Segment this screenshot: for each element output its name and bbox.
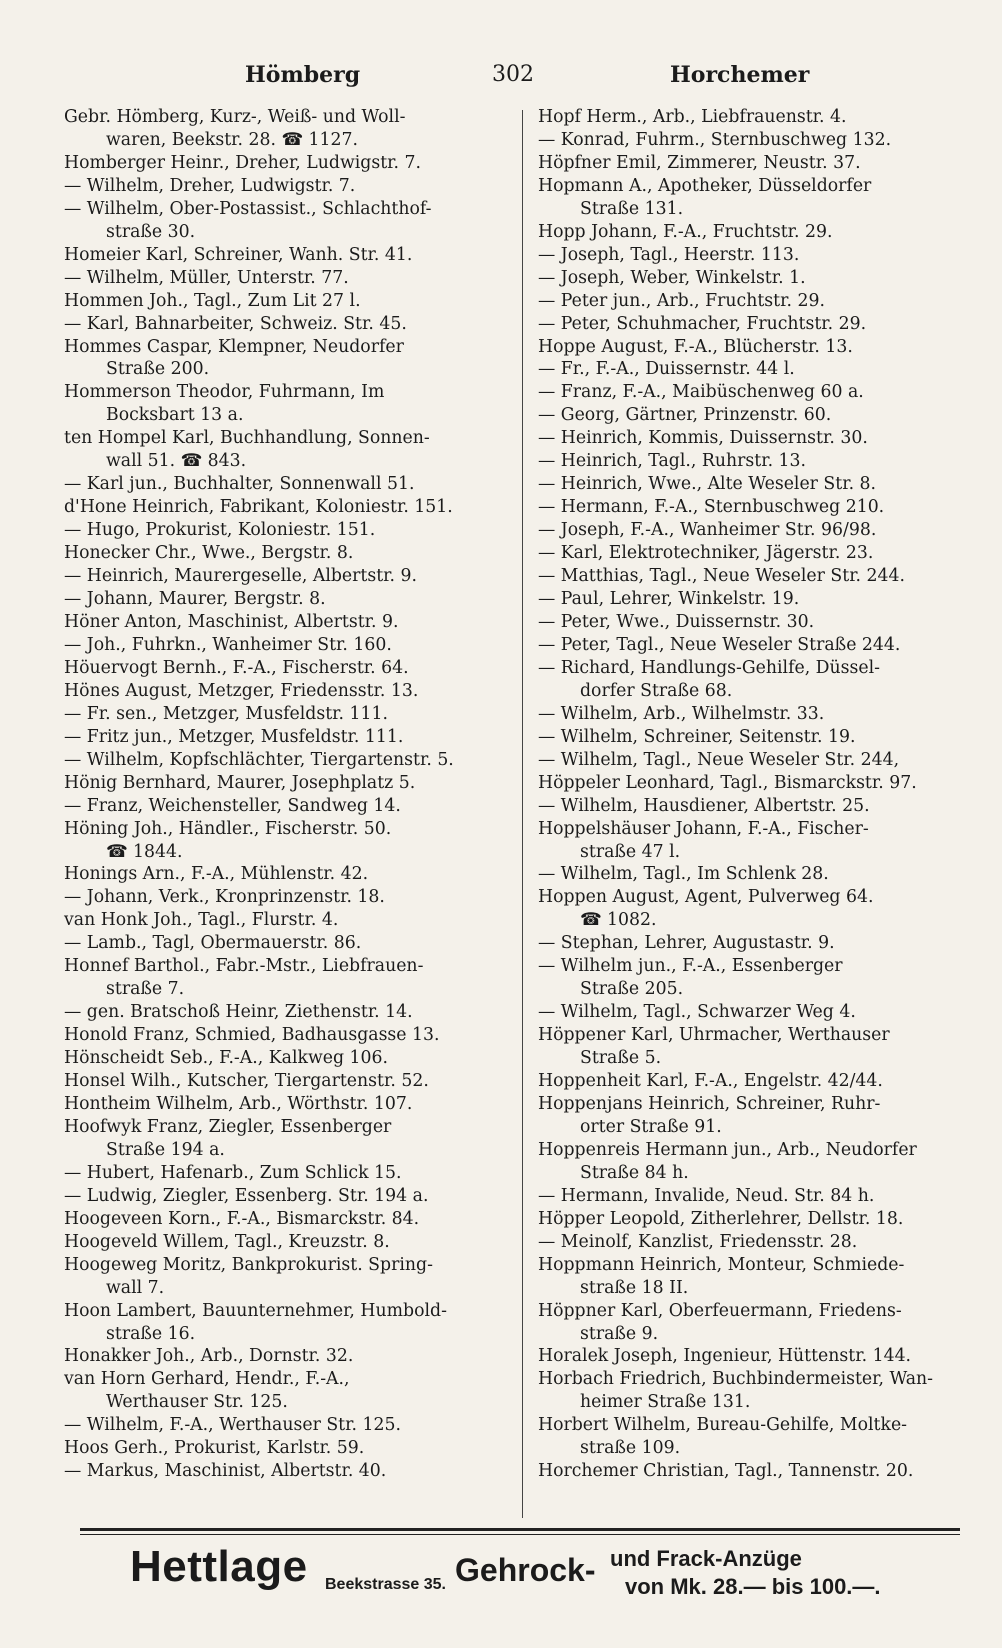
entry-continuation: Straße 5. xyxy=(580,1048,662,1069)
directory-entry xyxy=(538,152,963,175)
directory-entry xyxy=(64,1460,519,1483)
entry-line: — Peter, Tagl., Neue Weseler Straße 244. xyxy=(538,634,901,655)
entry-line: Höppner Karl, Oberfeuermann, Friedens- xyxy=(538,1300,902,1321)
entry-line: — Joseph, Tagl., Heerstr. 113. xyxy=(538,244,800,265)
entry-line: — Konrad, Fuhrm., Sternbuschweg 132. xyxy=(538,129,892,150)
entry-line: — Wilhelm, Müller, Unterstr. 77. xyxy=(64,267,349,288)
entry-line: Hommes Caspar, Klempner, Neudorfer xyxy=(64,336,404,357)
entry-line: — Karl jun., Buchhalter, Sonnenwall 51. xyxy=(64,474,415,495)
entry-line: Hönes August, Metzger, Friedensstr. 13. xyxy=(64,680,419,701)
entry-line: — Markus, Maschinist, Albertstr. 40. xyxy=(64,1461,387,1482)
entry-continuation: Straße 205. xyxy=(580,979,684,1000)
entry-line: Hoon Lambert, Bauunternehmer, Humbold- xyxy=(64,1300,447,1321)
directory-entry xyxy=(538,634,963,657)
entry-line: — Georg, Gärtner, Prinzenstr. 60. xyxy=(538,405,832,426)
running-head-right: Horchemer xyxy=(670,62,810,88)
entry-line: — Lamb., Tagl, Obermauerstr. 86. xyxy=(64,933,362,954)
directory-entry xyxy=(538,1368,963,1414)
entry-line: Hopp Johann, F.-A., Fruchtstr. 29. xyxy=(538,221,833,242)
directory-entry xyxy=(538,358,963,381)
directory-entry xyxy=(538,1345,963,1368)
entry-continuation: wall 51. ☎ 843. xyxy=(106,451,247,472)
column-divider xyxy=(522,110,523,1518)
entry-line: — Wilhelm, Hausdiener, Albertstr. 25. xyxy=(538,795,870,816)
entry-continuation: straße 47 l. xyxy=(580,841,681,862)
entry-continuation: straße 9. xyxy=(580,1323,659,1344)
directory-entry xyxy=(64,244,519,267)
entry-line: van Honk Joh., Tagl., Flurstr. 4. xyxy=(64,910,339,931)
directory-entry xyxy=(64,634,519,657)
entry-line: Hoogeveen Korn., F.-A., Bismarckstr. 84. xyxy=(64,1208,420,1229)
entry-line: Hoppmann Heinrich, Monteur, Schmiede- xyxy=(538,1254,905,1275)
directory-entry xyxy=(64,1116,519,1162)
entry-line: Horbert Wilhelm, Bureau-Gehilfe, Moltke- xyxy=(538,1415,908,1436)
directory-entry xyxy=(64,1300,519,1346)
directory-entry xyxy=(538,1070,963,1093)
entry-line: — Franz, Weichensteller, Sandweg 14. xyxy=(64,795,401,816)
entry-line: — Johann, Verk., Kronprinzenstr. 18. xyxy=(64,887,385,908)
entry-line: Höpper Leopold, Zitherlehrer, Dellstr. 18. xyxy=(538,1208,904,1229)
directory-entry xyxy=(538,244,963,267)
entry-line: Hoofwyk Franz, Ziegler, Essenberger xyxy=(64,1116,392,1137)
directory-entry xyxy=(64,267,519,290)
entry-line: — Peter jun., Arb., Fruchtstr. 29. xyxy=(538,290,825,311)
directory-entry xyxy=(64,818,519,864)
directory-entry xyxy=(538,565,963,588)
entry-line: — Hugo, Prokurist, Koloniestr. 151. xyxy=(64,520,376,541)
entry-line: — Heinrich, Wwe., Alte Weseler Str. 8. xyxy=(538,474,877,495)
entry-line: van Horn Gerhard, Hendr., F.-A., xyxy=(64,1369,350,1390)
directory-entry xyxy=(538,1460,963,1483)
ad-detail-line1: und Frack-Anzüge xyxy=(610,1546,802,1571)
entry-line: — Peter, Schuhmacher, Fruchtstr. 29. xyxy=(538,313,867,334)
entry-line: Hommen Joh., Tagl., Zum Lit 27 l. xyxy=(64,290,361,311)
entry-line: — Ludwig, Ziegler, Essenberg. Str. 194 a. xyxy=(64,1185,429,1206)
directory-entry xyxy=(538,473,963,496)
entry-line: Hoos Gerh., Prokurist, Karlstr. 59. xyxy=(64,1438,365,1459)
entry-line: — Fritz jun., Metzger, Musfeldstr. 111. xyxy=(64,726,404,747)
entry-line: Hontheim Wilhelm, Arb., Wörthstr. 107. xyxy=(64,1093,413,1114)
directory-entry xyxy=(64,427,519,473)
directory-entry xyxy=(64,1162,519,1185)
directory-entry xyxy=(538,772,963,795)
directory-entry xyxy=(538,542,963,565)
entry-line: — Heinrich, Maurergeselle, Albertstr. 9. xyxy=(64,566,417,587)
directory-entry xyxy=(538,404,963,427)
entry-line: Hoppenreis Hermann jun., Arb., Neudorfer xyxy=(538,1139,917,1160)
directory-entry xyxy=(538,1139,963,1185)
directory-entry xyxy=(64,726,519,749)
directory-entry xyxy=(538,1231,963,1254)
directory-entry xyxy=(64,152,519,175)
directory-entry xyxy=(538,932,963,955)
entry-line: — Wilhelm, Tagl., Schwarzer Weg 4. xyxy=(538,1002,856,1023)
directory-entry xyxy=(64,106,519,152)
entry-continuation: straße 18 II. xyxy=(580,1277,689,1298)
entry-line: — Fr., F.-A., Duissernstr. 44 l. xyxy=(538,359,795,380)
directory-entry xyxy=(538,496,963,519)
directory-entry xyxy=(64,473,519,496)
entry-line: — Karl, Bahnarbeiter, Schweiz. Str. 45. xyxy=(64,313,407,334)
entry-line: Horchemer Christian, Tagl., Tannenstr. 20. xyxy=(538,1461,914,1482)
directory-entry xyxy=(538,267,963,290)
entry-line: — gen. Bratschoß Heinr, Ziethenstr. 14. xyxy=(64,1002,413,1023)
directory-entry xyxy=(64,1185,519,1208)
directory-entry xyxy=(538,1300,963,1346)
directory-entry xyxy=(538,795,963,818)
ad-detail-line2: von Mk. 28.— bis 100.—. xyxy=(625,1574,881,1599)
entry-line: — Heinrich, Kommis, Duissernstr. 30. xyxy=(538,428,868,449)
ad-brand: Hettlage xyxy=(130,1542,308,1591)
left-column xyxy=(64,106,519,1483)
entry-continuation: Werthauser Str. 125. xyxy=(106,1392,288,1413)
entry-line: Horalek Joseph, Ingenieur, Hüttenstr. 144. xyxy=(538,1346,912,1367)
entry-line: Honnef Barthol., Fabr.-Mstr., Liebfrauen- xyxy=(64,956,424,977)
entry-line: Höppener Karl, Uhrmacher, Werthauser xyxy=(538,1025,890,1046)
directory-entry xyxy=(538,313,963,336)
entry-line: — Hermann, F.-A., Sternbuschweg 210. xyxy=(538,497,885,518)
entry-line: — Joh., Fuhrkn., Wanheimer Str. 160. xyxy=(64,634,392,655)
entry-line: — Wilhelm, Schreiner, Seitenstr. 19. xyxy=(538,726,856,747)
entry-line: — Karl, Elektrotechniker, Jägerstr. 23. xyxy=(538,543,874,564)
entry-line: — Wilhelm, Tagl., Neue Weseler Str. 244, xyxy=(538,749,900,770)
entry-line: Honsel Wilh., Kutscher, Tiergartenstr. 52. xyxy=(64,1071,429,1092)
entry-line: Hoppelshäuser Johann, F.-A., Fischer- xyxy=(538,818,869,839)
directory-entry xyxy=(64,565,519,588)
entry-line: Hönig Bernhard, Maurer, Josephplatz 5. xyxy=(64,772,416,793)
entry-line: Hönscheidt Seb., F.-A., Kalkweg 106. xyxy=(64,1048,388,1069)
entry-continuation: orter Straße 91. xyxy=(580,1116,722,1137)
entry-line: Höuervogt Bernh., F.-A., Fischerstr. 64. xyxy=(64,657,409,678)
directory-entry xyxy=(538,381,963,404)
directory-entry xyxy=(64,496,519,519)
entry-line: — Paul, Lehrer, Winkelstr. 19. xyxy=(538,589,800,610)
directory-entry xyxy=(538,611,963,634)
directory-entry xyxy=(538,726,963,749)
directory-entry xyxy=(538,1093,963,1139)
entry-continuation: Straße 131. xyxy=(580,198,684,219)
directory-entry xyxy=(64,588,519,611)
entry-continuation: heimer Straße 131. xyxy=(580,1392,751,1413)
running-head-left: Hömberg xyxy=(245,62,361,88)
directory-entry xyxy=(538,129,963,152)
directory-entry xyxy=(538,1001,963,1024)
directory-entry xyxy=(538,221,963,244)
entry-continuation: Straße 194 a. xyxy=(106,1139,225,1160)
directory-entry xyxy=(64,198,519,244)
entry-line: Höning Joh., Händler., Fischerstr. 50. xyxy=(64,818,392,839)
entry-line: — Wilhelm, F.-A., Werthauser Str. 125. xyxy=(64,1415,401,1436)
directory-entry xyxy=(64,772,519,795)
entry-line: Hopf Herm., Arb., Liebfrauenstr. 4. xyxy=(538,107,847,127)
directory-entry xyxy=(64,611,519,634)
entry-line: Homberger Heinr., Dreher, Ludwigstr. 7. xyxy=(64,152,421,173)
directory-entry xyxy=(538,519,963,542)
footer-rule xyxy=(80,1528,960,1531)
directory-entry xyxy=(64,909,519,932)
entry-line: Höpfner Emil, Zimmerer, Neustr. 37. xyxy=(538,152,861,173)
directory-entry xyxy=(64,1024,519,1047)
entry-continuation: straße 109. xyxy=(580,1438,681,1459)
directory-entry xyxy=(538,955,963,1001)
page-header xyxy=(60,62,960,94)
directory-entry xyxy=(64,1345,519,1368)
entry-continuation: straße 30. xyxy=(106,221,196,242)
directory-entry xyxy=(64,680,519,703)
directory-entry xyxy=(64,1414,519,1437)
entry-continuation: Straße 84 h. xyxy=(580,1162,689,1183)
directory-entry xyxy=(538,1254,963,1300)
entry-line: Hoppen August, Agent, Pulverweg 64. xyxy=(538,887,874,908)
ad-offer: Gehrock- xyxy=(455,1552,596,1588)
directory-entry xyxy=(64,175,519,198)
directory-entry xyxy=(64,381,519,427)
directory-entry xyxy=(538,336,963,359)
directory-entry xyxy=(64,932,519,955)
entry-line: — Wilhelm jun., F.-A., Essenberger xyxy=(538,956,843,977)
directory-entry xyxy=(538,106,963,129)
entry-line: — Hermann, Invalide, Neud. Str. 84 h. xyxy=(538,1185,875,1206)
entry-line: — Wilhelm, Kopfschlächter, Tiergartenstr. 5. xyxy=(64,749,454,770)
entry-line: — Stephan, Lehrer, Augustastr. 9. xyxy=(538,933,835,954)
entry-line: Honold Franz, Schmied, Badhausgasse 13. xyxy=(64,1025,440,1046)
entry-line: Gebr. Hömberg, Kurz-, Weiß- und Woll- xyxy=(64,107,406,127)
entry-line: — Richard, Handlungs-Gehilfe, Düssel- xyxy=(538,657,880,678)
advertisement xyxy=(120,1540,980,1630)
directory-entry xyxy=(538,657,963,703)
entry-line: Homeier Karl, Schreiner, Wanh. Str. 41. xyxy=(64,244,413,265)
entry-continuation: ☎ 1844. xyxy=(106,841,183,862)
entry-line: — Peter, Wwe., Duissernstr. 30. xyxy=(538,611,815,632)
directory-entry xyxy=(64,795,519,818)
directory-entry xyxy=(64,749,519,772)
directory-entry xyxy=(64,336,519,382)
directory-entry xyxy=(538,1185,963,1208)
page-number: 302 xyxy=(492,62,534,87)
directory-entry xyxy=(64,1047,519,1070)
entry-continuation: straße 7. xyxy=(106,979,185,1000)
entry-line: — Wilhelm, Tagl., Im Schlenk 28. xyxy=(538,864,829,885)
entry-line: Hoppenjans Heinrich, Schreiner, Ruhr- xyxy=(538,1093,881,1114)
entry-line: — Wilhelm, Ober-Postassist., Schlachthof- xyxy=(64,198,432,219)
entry-line: Honecker Chr., Wwe., Bergstr. 8. xyxy=(64,543,354,564)
directory-entry xyxy=(538,703,963,726)
entry-line: — Wilhelm, Dreher, Ludwigstr. 7. xyxy=(64,175,356,196)
entry-line: Hommerson Theodor, Fuhrmann, Im xyxy=(64,382,385,403)
entry-continuation: dorfer Straße 68. xyxy=(580,680,733,701)
entry-line: Honings Arn., F.-A., Mühlenstr. 42. xyxy=(64,864,369,885)
directory-entry xyxy=(538,427,963,450)
entry-line: Hoogeweg Moritz, Bankprokurist. Spring- xyxy=(64,1254,433,1275)
entry-line: — Hubert, Hafenarb., Zum Schlick 15. xyxy=(64,1162,402,1183)
entry-line: Hoppenheit Karl, F.-A., Engelstr. 42/44. xyxy=(538,1071,883,1092)
directory-entry xyxy=(538,818,963,864)
entry-line: — Wilhelm, Arb., Wilhelmstr. 33. xyxy=(538,703,825,724)
entry-line: Höner Anton, Maschinist, Albertstr. 9. xyxy=(64,611,399,632)
directory-entry xyxy=(538,1024,963,1070)
right-column xyxy=(538,106,963,1483)
entry-line: Honakker Joh., Arb., Dornstr. 32. xyxy=(64,1346,354,1367)
entry-line: — Joseph, F.-A., Wanheimer Str. 96/98. xyxy=(538,520,877,541)
entry-line: — Matthias, Tagl., Neue Weseler Str. 244. xyxy=(538,566,906,587)
directory-entry xyxy=(538,450,963,473)
directory-entry xyxy=(538,1208,963,1231)
entry-continuation: ☎ 1082. xyxy=(580,910,657,931)
directory-entry xyxy=(64,519,519,542)
directory-entry xyxy=(64,313,519,336)
entry-continuation: straße 16. xyxy=(106,1323,196,1344)
directory-entry xyxy=(64,1070,519,1093)
directory-entry xyxy=(64,955,519,1001)
directory-entry xyxy=(64,703,519,726)
entry-line: — Meinolf, Kanzlist, Friedensstr. 28. xyxy=(538,1231,858,1252)
entry-continuation: wall 7. xyxy=(106,1277,165,1298)
entry-line: — Johann, Maurer, Bergstr. 8. xyxy=(64,589,326,610)
directory-entry xyxy=(64,1208,519,1231)
entry-line: — Fr. sen., Metzger, Musfeldstr. 111. xyxy=(64,703,388,724)
entry-line: ten Hompel Karl, Buchhandlung, Sonnen- xyxy=(64,428,430,449)
entry-line: — Franz, F.-A., Maibüschenweg 60 a. xyxy=(538,382,864,403)
directory-entry xyxy=(538,1414,963,1460)
entry-continuation: Bocksbart 13 a. xyxy=(106,405,244,426)
directory-entry xyxy=(64,542,519,565)
entry-continuation: waren, Beekstr. 28. ☎ 1127. xyxy=(106,129,358,150)
directory-entry xyxy=(64,1001,519,1024)
directory-entry xyxy=(64,1093,519,1116)
footer-rule-thin xyxy=(80,1534,960,1535)
directory-entry xyxy=(64,1437,519,1460)
entry-continuation: Straße 200. xyxy=(106,359,210,380)
directory-entry xyxy=(64,1254,519,1300)
directory-entry xyxy=(64,863,519,886)
directory-entry xyxy=(64,886,519,909)
entry-line: Hopmann A., Apotheker, Düsseldorfer xyxy=(538,175,872,196)
entry-line: — Heinrich, Tagl., Ruhrstr. 13. xyxy=(538,451,807,472)
entry-line: Horbach Friedrich, Buchbindermeister, Wan- xyxy=(538,1369,934,1390)
directory-entry xyxy=(538,749,963,772)
entry-line: — Joseph, Weber, Winkelstr. 1. xyxy=(538,267,806,288)
entry-line: Höppeler Leonhard, Tagl., Bismarckstr. 97. xyxy=(538,772,917,793)
entry-line: Hoppe August, F.-A., Blücherstr. 13. xyxy=(538,336,853,357)
directory-entry xyxy=(64,1231,519,1254)
entry-line: Hoogeveld Willem, Tagl., Kreuzstr. 8. xyxy=(64,1231,390,1252)
directory-entry xyxy=(64,657,519,680)
directory-entry xyxy=(538,588,963,611)
directory-entry xyxy=(538,290,963,313)
directory-entry xyxy=(538,886,963,932)
directory-entry xyxy=(64,290,519,313)
directory-entry xyxy=(64,1368,519,1414)
ad-address: Beekstrasse 35. xyxy=(325,1576,446,1593)
entry-line: d'Hone Heinrich, Fabrikant, Koloniestr. 151. xyxy=(64,497,453,518)
directory-entry xyxy=(538,863,963,886)
directory-entry xyxy=(538,175,963,221)
